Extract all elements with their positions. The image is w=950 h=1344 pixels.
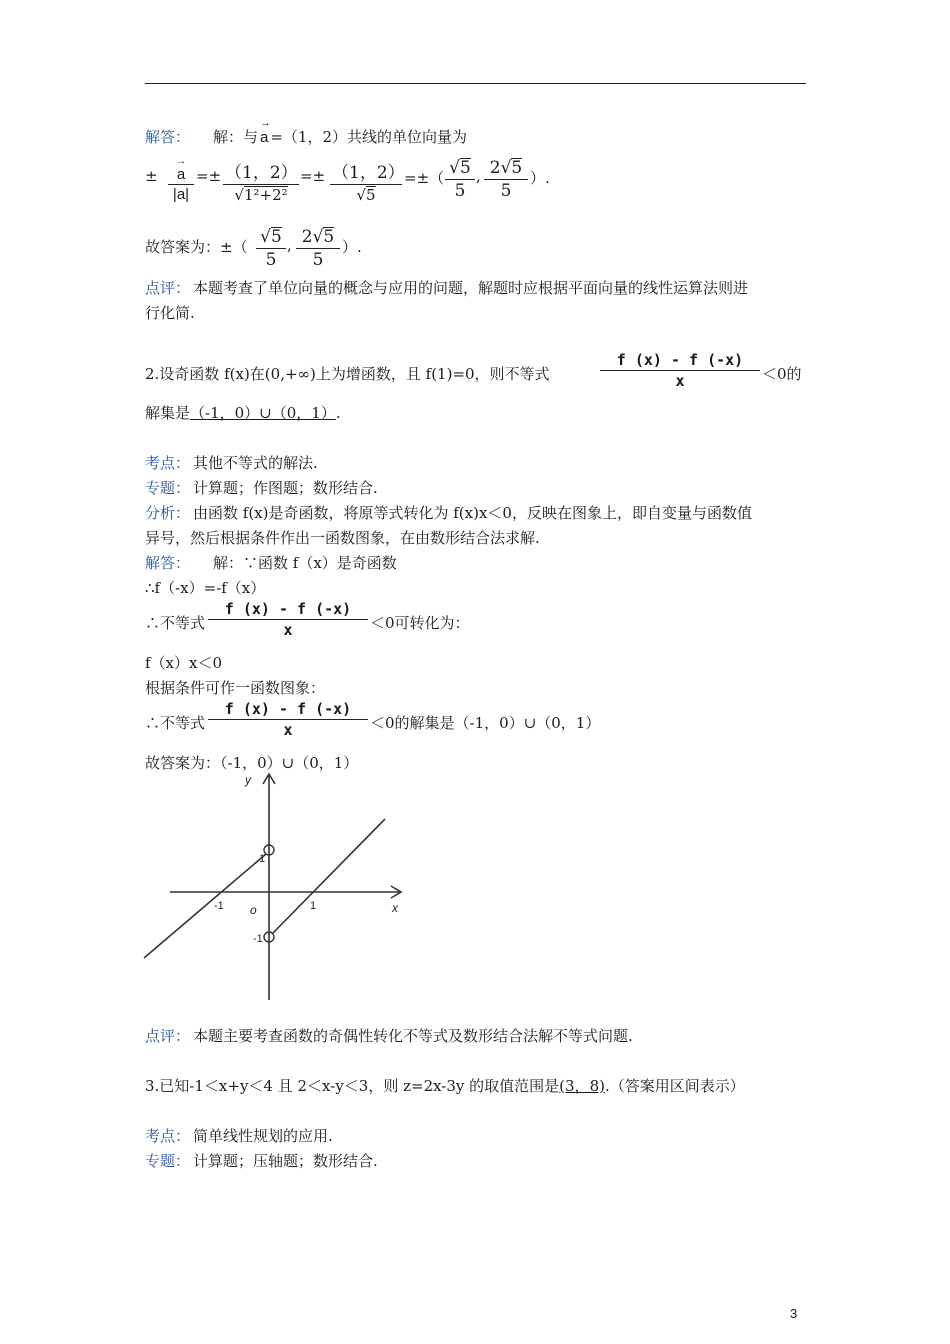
- graph-tick-neg1-x: -1: [214, 900, 224, 912]
- q2-stem-b: ＜0的: [762, 365, 802, 383]
- graph-line-right: [273, 819, 385, 933]
- q1-pm: ±: [145, 167, 158, 185]
- q1-answer-frac2: $\frac{2√5}{5}$: [296, 227, 340, 270]
- q2-answer-blank: （-1，0）∪（0，1）: [190, 404, 336, 422]
- label-zhuanti-2: 专题：: [145, 479, 191, 497]
- label-dianping-1: 点评：: [145, 279, 191, 297]
- graph-line-left: [144, 854, 266, 958]
- graph-origin-label: o: [250, 903, 257, 917]
- graph-tick-1-x: 1: [310, 900, 317, 912]
- q2-stem-a: 2.设奇函数 f(x)在(0,+∞)上为增函数，且 f(1)=0，则不等式: [145, 365, 550, 383]
- q1-ans-frac1: $\frac{√5}{5}$: [445, 158, 475, 201]
- q1-close: ）.: [530, 169, 550, 187]
- q2-step5-b: ＜0的解集是（-1，0）∪（0，1）: [370, 714, 601, 732]
- q1-ans-frac2: $\frac{2√5}{5}$: [484, 158, 528, 201]
- q2-step3: f（x）x＜0: [145, 654, 223, 672]
- label-jieda-1: 解答：: [145, 128, 191, 146]
- q3-kaodian: 简单线性规划的应用.: [193, 1127, 333, 1145]
- q1-eq3: =±（: [404, 169, 445, 187]
- q1-answer-frac1: $\frac{√5}{5}$: [256, 227, 286, 270]
- q1-frac2: $\frac{(1,2)}{√5}$: [330, 158, 402, 204]
- q1-answer-close: ）.: [342, 238, 362, 256]
- q2-step2-fraction: $\frac{f (x) - f (-x)}{x}$: [208, 600, 368, 639]
- q2-fenxi2: 异号，然后根据条件作出一函数图象，在由数形结合法求解.: [145, 529, 540, 547]
- q2-comment: 本题主要考查函数的奇偶性转化不等式及数形结合法解不等式问题.: [193, 1027, 633, 1045]
- label-jieda-2: 解答：: [145, 554, 191, 572]
- q2-step2-a: ∴不等式: [145, 614, 206, 632]
- q2-zhuanti: 计算题；作图题；数形结合.: [193, 479, 378, 497]
- q2-step2-b: ＜0可转化为：: [370, 614, 470, 632]
- q3-zhuanti: 计算题；压轴题；数形结合.: [193, 1152, 378, 1170]
- q2-answer-line: 故答案为：（-1，0）∪（0，1）: [145, 754, 359, 772]
- page-number: 3: [790, 1306, 798, 1321]
- graph-tick-1-y: 1: [259, 853, 266, 865]
- q2-fenxi1: 由函数 f(x)是奇函数，将原等式转化为 f(x)x＜0，反映在图象上，即自变量与函数值: [193, 504, 752, 522]
- q3-stem: 3.已知-1＜x+y＜4 且 2＜x-y＜3，则 z=2x-3y 的取值范围是(3，8).（答案用区间表示）: [145, 1077, 745, 1095]
- q2-function-graph: [140, 768, 410, 1006]
- q1-solution-intro: 解：与 → a =（1，2）共线的单位向量为: [213, 117, 468, 146]
- label-zhuanti-3: 专题：: [145, 1152, 191, 1170]
- q2-jieda: 解：∵函数 f（x）是奇函数: [213, 554, 397, 572]
- label-kaodian-2: 考点：: [145, 454, 191, 472]
- q1-frac1: $\frac{(1,2)}{\text{√1²+2²}}$: [223, 158, 299, 204]
- label-kaodian-3: 考点：: [145, 1127, 191, 1145]
- q1-comment: 本题考查了单位向量的概念与应用的问题，解题时应根据平面向量的线性运算法则进: [193, 279, 749, 297]
- q1-answer-prefix: 故答案为：±（: [145, 238, 248, 256]
- q2-step5-fraction: $\frac{f (x) - f (-x)}{x}$: [208, 700, 368, 739]
- graph-tick-neg1-y: -1: [253, 933, 263, 945]
- q2-stem-c: 解集是（-1，0）∪（0，1）.: [145, 404, 341, 422]
- q1-vec-fraction: → a |a|: [168, 158, 194, 203]
- q2-step1: ∴f（-x）=-f（x）: [145, 579, 266, 597]
- q2-stem-fraction: $\frac{f (x) - f (-x)}{x}$: [600, 351, 760, 390]
- q1-eq1: =±: [196, 167, 222, 185]
- q1-eq2: =±: [300, 167, 326, 185]
- q1-comment2: 行化简.: [145, 304, 195, 322]
- header-rule: [145, 83, 806, 84]
- q2-step4: 根据条件可作一函数图象：: [145, 679, 326, 697]
- graph-y-label: y: [245, 773, 251, 787]
- q2-kaodian: 其他不等式的解法.: [193, 454, 318, 472]
- q1-answer-comma: ,: [287, 236, 292, 254]
- q2-step5-a: ∴不等式: [145, 714, 206, 732]
- q3-answer-blank: (3，8): [559, 1077, 605, 1095]
- label-fenxi-2: 分析：: [145, 504, 191, 522]
- label-dianping-2: 点评：: [145, 1027, 191, 1045]
- q1-comma: ,: [476, 167, 481, 185]
- graph-x-label: x: [392, 901, 398, 915]
